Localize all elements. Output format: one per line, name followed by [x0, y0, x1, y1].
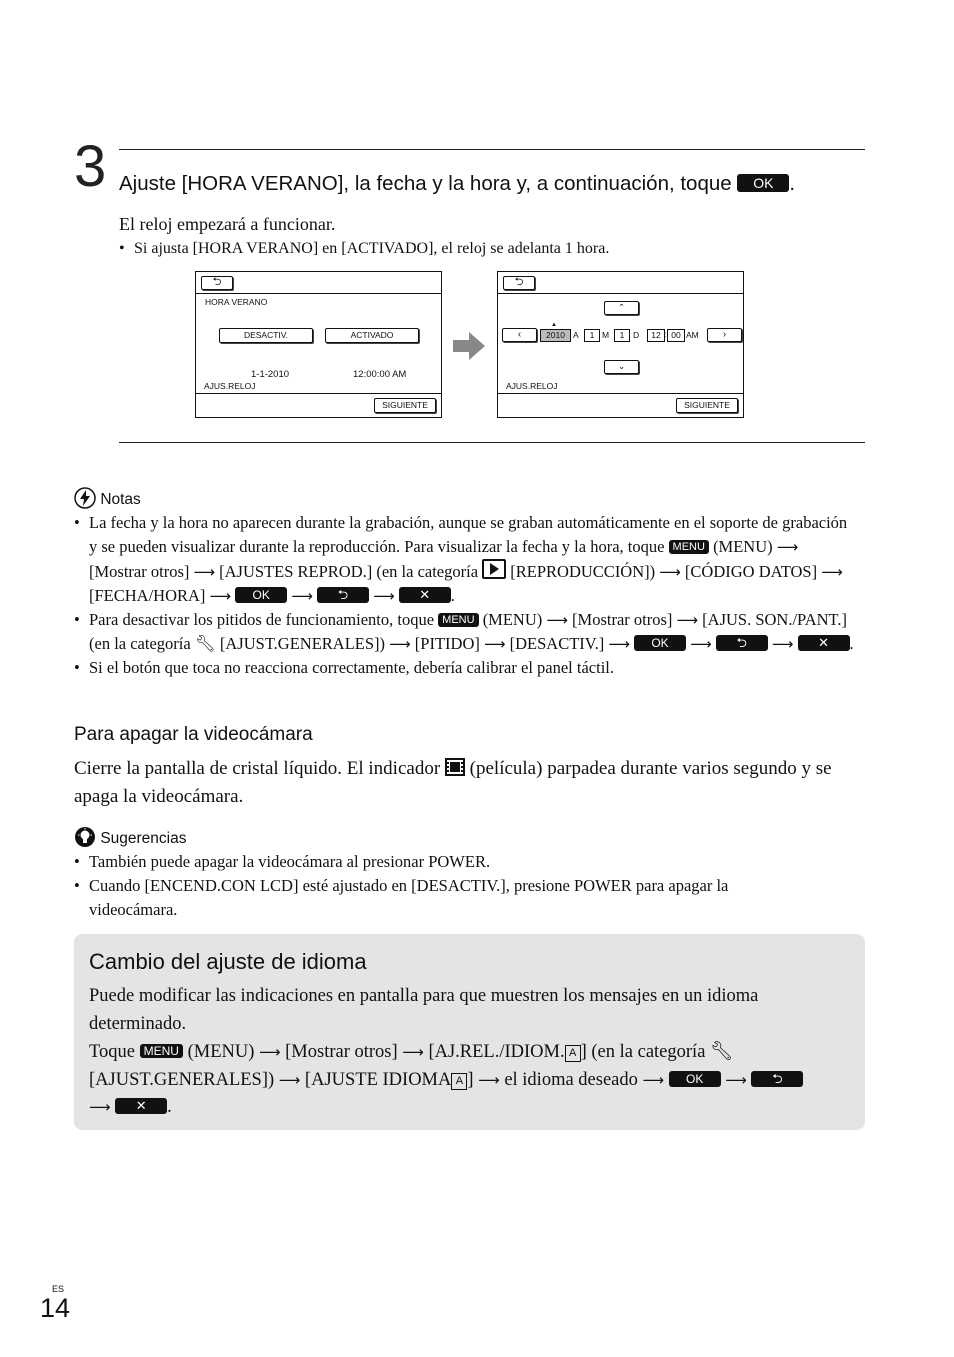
- arrow-icon: ⟶: [659, 563, 681, 581]
- siguiente-button[interactable]: SIGUIENTE: [676, 398, 738, 413]
- menu-icon: MENU: [438, 613, 478, 627]
- screen-header: [196, 272, 441, 294]
- arrow-icon: ⟶: [209, 587, 232, 605]
- playback-icon: [482, 559, 506, 579]
- language-icon: A: [451, 1073, 467, 1090]
- tip-1: • También puede apagar la videocámara al presionar POWER.: [74, 850, 804, 874]
- tips-heading-text: Sugerencias: [100, 830, 187, 847]
- back-icon: ⮌: [317, 587, 369, 603]
- arrow-icon: ⟶: [608, 635, 630, 653]
- next-arrow-icon: [453, 332, 485, 360]
- tips-list: [74, 850, 804, 922]
- step-title-text: Ajuste [HORA VERANO], la fecha y la hora y, a continuación, toque: [119, 172, 732, 195]
- notes-heading-text: Notas: [100, 491, 141, 508]
- arrow-icon: ⟶: [373, 587, 395, 605]
- notes-icon: [74, 487, 96, 509]
- back-button[interactable]: ⮌: [201, 276, 233, 290]
- notes-list: [74, 511, 859, 680]
- arrow-icon: ⟶: [278, 1070, 301, 1089]
- ok-icon: OK: [669, 1071, 721, 1087]
- language-heading: Cambio del ajuste de idioma: [89, 949, 367, 974]
- step-description: El reloj empezará a funcionar.: [119, 214, 336, 234]
- screen-time: 12:00:00 AM: [353, 369, 407, 380]
- arrow-icon: ⟶: [690, 635, 712, 653]
- arrow-icon: ⟶: [546, 611, 568, 629]
- left-button[interactable]: ‹: [502, 328, 537, 342]
- back-icon: ⮌: [751, 1071, 803, 1087]
- up-button[interactable]: ⌃: [604, 301, 639, 315]
- back-button[interactable]: ⮌: [503, 276, 535, 290]
- screen-ajus-reloj: ⮌ ⌃ ‹ ▲ 2010 A 1 M 1 D 12 : 00 AM › ⌄ AJUS.RELOJ SIGUIENTE: [497, 271, 744, 418]
- hour-field[interactable]: 12: [647, 329, 665, 342]
- screen-footer: [196, 393, 441, 417]
- language-p2: Toque MENU (MENU) ⟶ [Mostrar otros] ⟶ [AJ.REL./IDIOM. A ] (en la categoría 🔧︎ [AJUST.GENERALES]) ⟶ [AJUSTE IDIOMA A ] ⟶ el idioma deseado ⟶ OK ⟶ ⮌ ⟶ ✕ .: [89, 1038, 851, 1122]
- down-button[interactable]: ⌄: [604, 360, 639, 374]
- screen-title: HORA VERANO: [205, 297, 268, 307]
- close-icon: ✕: [798, 635, 850, 651]
- close-icon: ✕: [399, 587, 451, 603]
- page-lang: ES: [52, 1284, 65, 1294]
- year-cursor-icon: ▲: [551, 322, 557, 328]
- arrow-icon: ⟶: [725, 1070, 747, 1089]
- ok-icon: OK: [235, 587, 287, 603]
- poweroff-heading: Para apagar la videocámara: [74, 724, 313, 745]
- tip-2: • Cuando [ENCEND.CON LCD] esté ajustado en [DESACTIV.], presione POWER para apagar la videocámara.: [74, 874, 804, 922]
- arrow-icon: ⟶: [89, 1098, 111, 1116]
- arrow-icon: ⟶: [291, 587, 313, 605]
- arrow-icon: ⟶: [676, 611, 699, 629]
- language-p1: Puede modificar las indicaciones en pantalla para que muestren los mensajes en un idioma determinado.: [89, 986, 759, 1034]
- arrow-icon: ⟶: [193, 563, 215, 581]
- poweroff-text: Cierre la pantalla de cristal líquido. El indicador (película) parpadea durante varios segundo y se apaga la videocámara.: [74, 758, 832, 807]
- year-label: A: [573, 330, 579, 340]
- siguiente-button[interactable]: SIGUIENTE: [374, 398, 436, 413]
- wrench-icon: 🔧︎: [194, 634, 216, 653]
- tips-heading: [74, 826, 186, 848]
- notes-heading: [74, 487, 141, 509]
- menu-icon: MENU: [669, 540, 709, 554]
- screen-hora-verano: [195, 271, 442, 418]
- language-icon: A: [565, 1045, 581, 1062]
- arrow-icon: ⟶: [642, 1070, 665, 1089]
- close-icon: ✕: [115, 1098, 167, 1114]
- note-3: • Si el botón que toca no reacciona correctamente, debería calibrar el panel táctil.: [74, 656, 859, 680]
- menu-icon: MENU: [140, 1044, 183, 1058]
- minute-field[interactable]: 00: [667, 329, 685, 342]
- month-field[interactable]: 1: [584, 329, 600, 342]
- arrow-icon: ⟶: [402, 1043, 424, 1061]
- note-2: • Para desactivar los pitidos de funcionamiento, toque MENU (MENU) ⟶ [Mostrar otros] ⟶ [AJUS. SON./PANT.] (en la categoría 🔧︎ [AJUST.GENERALES]) ⟶ [PITIDO] ⟶ [DESACTIV.] ⟶ OK ⟶ ⮌ ⟶ ✕ .: [74, 608, 859, 656]
- ampm-label: AM: [686, 330, 699, 340]
- screen-footer: [498, 393, 743, 417]
- arrow-icon: ⟶: [478, 1070, 500, 1089]
- activado-button[interactable]: ACTIVADO: [325, 328, 419, 343]
- step-bullets: [119, 238, 609, 260]
- note-1: • La fecha y la hora no aparecen durante la grabación, aunque se graban automáticamente en el soporte de grabación y se pueden visualizar durante la reproducción. Para visualizar la fecha y la hora, toque MENU (MENU) ⟶ [Mostrar otros] ⟶ [AJUSTES REPROD.] (en la categoría [REPRODUCCIÓN]) ⟶ [CÓDIGO DATOS] ⟶ [FECHA/HORA] ⟶ OK ⟶ ⮌ ⟶ ✕ .: [74, 511, 859, 608]
- wrench-icon: 🔧︎: [710, 1041, 734, 1062]
- arrow-icon: ⟶: [821, 563, 843, 581]
- step-bullet: • Si ajusta [HORA VERANO] en [ACTIVADO], el reloj se adelanta 1 hora.: [119, 238, 609, 260]
- right-button[interactable]: ›: [707, 328, 742, 342]
- arrow-icon: ⟶: [776, 538, 799, 556]
- lightbulb-icon: [74, 826, 96, 848]
- ok-icon: OK: [737, 174, 789, 192]
- screen-date: 1-1-2010: [251, 369, 290, 380]
- desactiv-button[interactable]: DESACTIV.: [219, 328, 313, 343]
- step-number: 3: [74, 134, 107, 199]
- arrow-icon: ⟶: [259, 1043, 281, 1061]
- year-field[interactable]: 2010: [540, 329, 571, 342]
- screen-header: [498, 272, 743, 294]
- day-label: D: [633, 330, 640, 340]
- ok-icon: OK: [634, 635, 686, 651]
- arrow-icon: ⟶: [484, 635, 506, 653]
- day-field[interactable]: 1: [614, 329, 630, 342]
- top-rule: [119, 149, 865, 150]
- arrow-icon: ⟶: [389, 635, 411, 653]
- arrow-icon: ⟶: [771, 635, 794, 653]
- back-icon: ⮌: [716, 635, 768, 651]
- screen-footer-label: AJUS.RELOJ: [506, 381, 558, 391]
- language-body: [89, 983, 851, 1122]
- bottom-rule: [119, 442, 865, 443]
- film-icon: [445, 758, 465, 776]
- page-number: 14: [40, 1293, 71, 1323]
- screen-footer-label: AJUS.RELOJ: [204, 381, 256, 391]
- step-title: Ajuste [HORA VERANO], la fecha y la hora y, a continuación, toque OK .: [119, 172, 796, 195]
- month-label: M: [602, 330, 610, 340]
